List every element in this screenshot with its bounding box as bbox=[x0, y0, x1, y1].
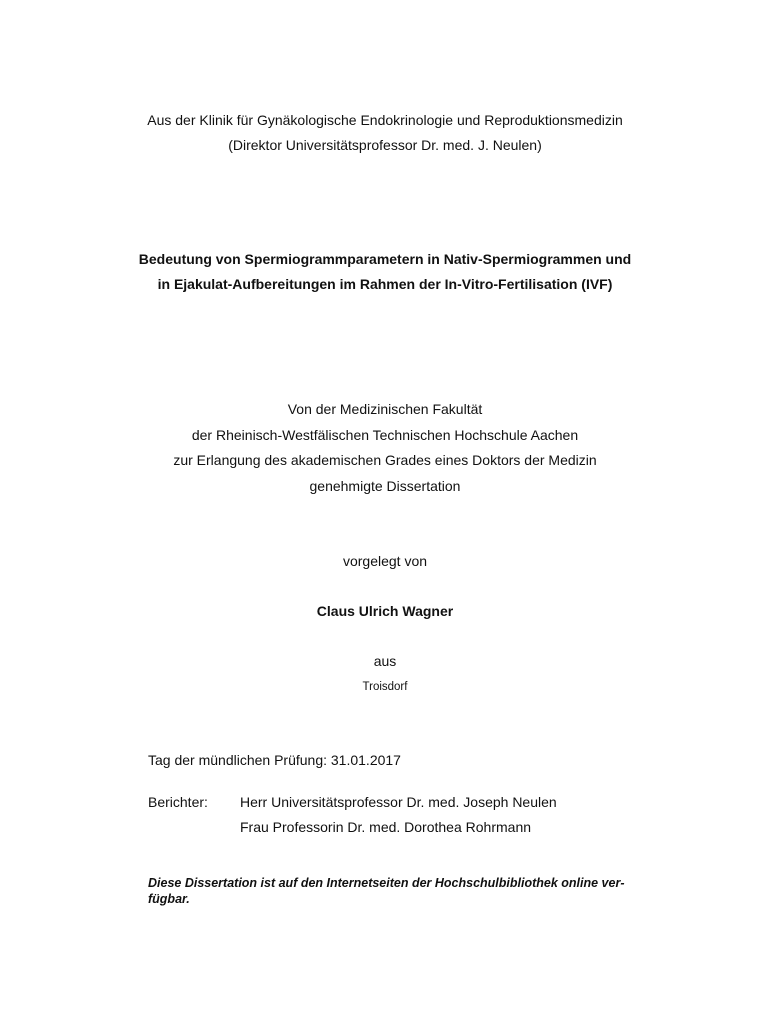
presented-by: vorgelegt von bbox=[342, 553, 428, 569]
availability-note-line-2: fügbar. bbox=[148, 892, 190, 906]
availability-note-line-1: Diese Dissertation ist auf den Internetseiten der Hochschulbibliothek online ver- bbox=[148, 876, 625, 890]
exam-date: Tag der mündlichen Prüfung: 31.01.2017 bbox=[148, 752, 401, 768]
author-name: Claus Ulrich Wagner bbox=[316, 603, 454, 619]
reviewer-1: Herr Universitätsprofessor Dr. med. Joseph Neulen bbox=[240, 794, 557, 810]
faculty-line-3: zur Erlangung des akademischen Grades eines Doktors der Medizin bbox=[173, 452, 597, 468]
dissertation-title-line-1: Bedeutung von Spermiogrammparametern in Nativ-Spermiogrammen und bbox=[138, 251, 632, 267]
faculty-line-4: genehmigte Dissertation bbox=[309, 478, 461, 494]
from-label: aus bbox=[373, 653, 397, 669]
faculty-line-2: der Rheinisch-Westfälischen Technischen Hochschule Aachen bbox=[191, 427, 579, 443]
clinic-line: Aus der Klinik für Gynäkologische Endokrinologie und Reproduktionsmedizin bbox=[147, 112, 623, 128]
director-line: (Direktor Universitätsprofessor Dr. med. J. Neulen) bbox=[228, 137, 542, 153]
dissertation-title-line-2: in Ejakulat-Aufbereitungen im Rahmen der In-Vitro-Fertilisation (IVF) bbox=[157, 276, 613, 292]
availability-note bbox=[148, 875, 700, 907]
author-hometown: Troisdorf bbox=[362, 681, 408, 693]
reviewers-label: Berichter: bbox=[148, 794, 208, 810]
reviewer-2: Frau Professorin Dr. med. Dorothea Rohrmann bbox=[240, 819, 532, 835]
faculty-line-1: Von der Medizinischen Fakultät bbox=[287, 401, 483, 417]
